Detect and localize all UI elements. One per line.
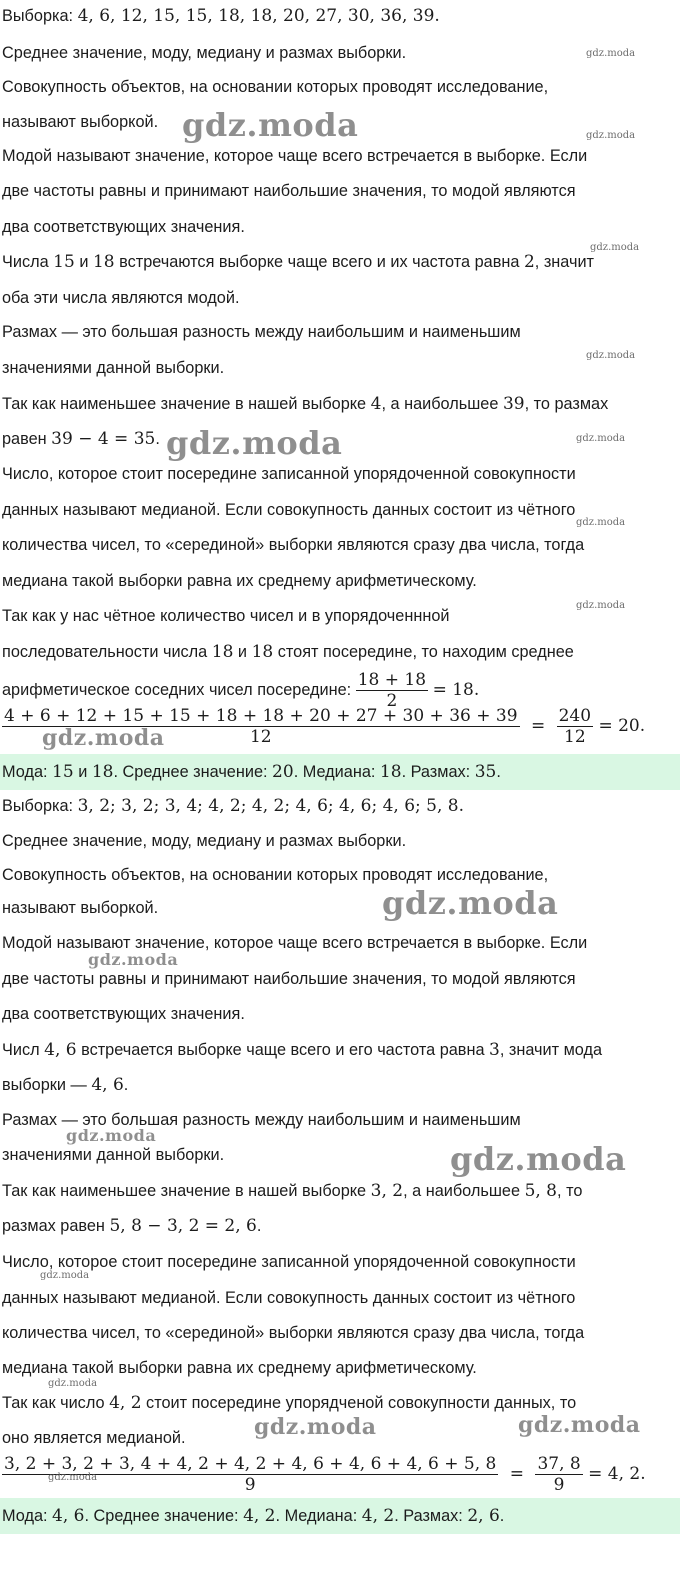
fraction-denominator: 12: [2, 726, 520, 747]
text-line: [2, 1323, 676, 1343]
text-run: медиана такой выборки равна их среднему арифметическому.: [2, 572, 477, 590]
math-value: 20: [272, 762, 294, 782]
median-text: арифметическое соседних чисел посередине:: [2, 681, 352, 699]
math-value: 18: [379, 762, 402, 782]
text-run: Числ: [2, 1041, 45, 1059]
text-line: [2, 1288, 676, 1308]
text-run: называют выборкой.: [2, 899, 159, 917]
fraction-denominator: 2: [356, 690, 428, 711]
text-line: [2, 865, 676, 885]
text-line: [2, 358, 676, 378]
answer-text: [2, 1506, 504, 1526]
text-run: Размах — это большая разность между наибольшим и наименьшим: [2, 1111, 521, 1129]
watermark-logo: gdz.moda: [166, 424, 343, 462]
watermark-small: gdz.moda: [576, 600, 626, 611]
text-run: .: [496, 763, 501, 781]
text-run: данных называют медианой. Если совокупность данных состоит из чётного: [2, 1289, 576, 1307]
mean-result: = 20.: [598, 716, 646, 736]
text-line: [2, 969, 676, 989]
text-run: Модой называют значение, которое чаще всего встречается в выборке. Если: [2, 934, 588, 952]
fraction-numerator: 240: [558, 706, 592, 726]
mean-formula: $\frac{4 + 6 + 12 + 15 + 15 + 18 + 18 + 20 + 27 + 30 + 36 + 39}{12}$ = $\frac{240}{12}$ = 20.: [4, 706, 646, 747]
text-run: Выборка:: [2, 797, 78, 815]
text-line: [2, 464, 676, 484]
text-run: называют выборкой.: [2, 113, 159, 131]
text-run: количества чисел, то «серединой» выборки являются сразу два числа, тогда: [2, 536, 585, 554]
text-line: [2, 6, 676, 26]
text-run: и: [233, 643, 252, 661]
watermark-logo: gdz.moda: [254, 1414, 377, 1440]
text-line: [2, 394, 676, 414]
fraction-denominator: 9: [535, 1474, 582, 1495]
fraction-numerator: 18 + 18: [357, 670, 427, 691]
text-run: равен: [2, 430, 52, 448]
median-result: = 18.: [432, 680, 480, 700]
text-run: . Медиана:: [275, 1507, 362, 1525]
math-value: 4, 2: [361, 1506, 395, 1526]
math-value: 18: [211, 642, 234, 662]
text-line: [2, 535, 676, 555]
math-value: 3, 2: [370, 1181, 404, 1201]
text-run: значениями данной выборки.: [2, 1146, 225, 1164]
text-run: Так как наименьшее значение в нашей выборке: [2, 395, 371, 413]
text-line: [2, 898, 676, 918]
text-run: , значит: [534, 253, 594, 271]
watermark-small: gdz.moda: [586, 350, 636, 361]
answer-text: [2, 762, 501, 782]
text-run: встречается выборке чаще всего и его частота равна: [76, 1041, 490, 1059]
text-run: Число, которое стоит посередине записанной упорядоченной совокупности: [2, 465, 576, 483]
text-run: Мода:: [2, 763, 53, 781]
text-run: Число, которое стоит посередине записанной упорядоченной совокупности: [2, 1253, 576, 1271]
text-line: [2, 606, 676, 626]
text-run: , а наибольшее: [381, 395, 503, 413]
watermark-small: gdz.moda: [590, 242, 640, 253]
text-run: Так как у нас чётное количество чисел и в упорядоченнной: [2, 607, 450, 625]
text-run: Так как число: [2, 1394, 110, 1412]
text-line: [2, 1358, 676, 1378]
watermark-small: gdz.moda: [40, 1270, 90, 1281]
text-run: Совокупность объектов, на основании которых проводят исследование,: [2, 78, 549, 96]
text-run: .: [123, 1076, 129, 1094]
math-value: 2, 6: [467, 1506, 500, 1526]
text-run: Мода:: [2, 1507, 53, 1525]
text-run: выборки —: [2, 1076, 92, 1094]
math-value: 3: [489, 1040, 500, 1060]
text-line: [2, 1216, 676, 1236]
text-line: [2, 217, 676, 237]
text-line: [2, 322, 676, 342]
text-line: [2, 642, 676, 662]
text-run: Размах — это большая разность между наибольшим и наименьшим: [2, 323, 521, 341]
math-value: 4, 2: [243, 1506, 276, 1526]
text-run: значениями данной выборки.: [2, 359, 225, 377]
text-run: две частоты равны и принимают наибольшие значения, то модой являются: [2, 182, 576, 200]
mean-fraction-simplified: [535, 1454, 582, 1495]
mean-fraction-simplified: [557, 706, 593, 747]
text-run: , а наибольшее: [403, 1182, 525, 1200]
text-run: , то: [557, 1182, 583, 1200]
fraction-denominator: 12: [557, 726, 593, 747]
text-run: Совокупность объектов, на основании которых проводят исследование,: [2, 866, 549, 884]
math-value: 18: [92, 252, 115, 272]
math-value: 4, 6: [52, 1506, 85, 1526]
text-run: Среднее значение, моду, медиану и размах выборки.: [2, 832, 407, 850]
math-value: 18: [251, 642, 274, 662]
watermark-small: gdz.moda: [576, 433, 626, 444]
text-line: [2, 252, 676, 272]
text-run: . Среднее значение:: [113, 763, 273, 781]
math-value: 15: [53, 252, 75, 272]
text-line: [2, 181, 676, 201]
fraction-numerator: 4 + 6 + 12 + 15 + 15 + 18 + 18 + 20 + 27 + 30 + 36 + 39: [4, 706, 518, 726]
text-run: , то размах: [524, 395, 609, 413]
watermark-logo: gdz.moda: [450, 1140, 627, 1178]
watermark-logo: gdz.moda: [182, 106, 359, 144]
text-line: [2, 1075, 676, 1095]
text-line: [2, 146, 676, 166]
math-value: 4, 2: [109, 1393, 142, 1413]
text-run: два соответствующих значения.: [2, 218, 245, 236]
watermark-small: gdz.moda: [48, 1472, 98, 1483]
text-run: . Среднее значение:: [84, 1507, 244, 1525]
text-line: [2, 77, 676, 97]
math-value: 5, 8: [524, 1181, 558, 1201]
text-line: [2, 831, 676, 851]
text-run: . Медиана:: [293, 763, 380, 781]
text-run: и: [73, 763, 92, 781]
text-run: Числа: [2, 253, 54, 271]
text-run: количества чисел, то «серединой» выборки являются сразу два числа, тогда: [2, 1324, 585, 1342]
text-run: .: [155, 430, 160, 448]
watermark-small: gdz.moda: [586, 48, 636, 59]
text-line: [2, 571, 676, 591]
text-run: встречаются выборке чаще всего и их частота равна: [114, 253, 524, 271]
watermark-small: gdz.moda: [48, 1378, 98, 1389]
text-run: стоит посередине упорядченой совокупности данных, то: [141, 1394, 577, 1412]
math-value: 4, 6, 12, 15, 15, 18, 18, 20, 27, 30, 36, 39.: [77, 6, 440, 26]
text-run: Среднее значение, моду, медиану и размах выборки.: [2, 44, 407, 62]
text-run: Так как наименьшее значение в нашей выборке: [2, 1182, 371, 1200]
math-value: 5, 8 − 3, 2 = 2, 6: [109, 1216, 257, 1236]
text-line: [2, 1040, 676, 1060]
answer-box: [0, 1498, 680, 1534]
math-value: 15: [52, 762, 74, 782]
answer-box: [0, 754, 680, 790]
text-run: медиана такой выборки равна их среднему арифметическому.: [2, 1359, 477, 1377]
mean-formula: $\frac{3, 2 + 3, 2 + 3, 4 + 4, 2 + 4, 2 + 4, 6 + 4, 6 + 4, 6 + 5, 8}{9}$ = $\frac{37, 8}{9}$ = 4, 2.: [4, 1454, 646, 1495]
text-run: и: [74, 253, 93, 271]
text-run: стоят посередине, то находим среднее: [273, 643, 574, 661]
text-line: [2, 1181, 676, 1201]
watermark-logo: gdz.moda: [66, 1126, 157, 1145]
watermark-logo: gdz.moda: [88, 950, 179, 969]
mean-result: = 4, 2.: [588, 1464, 646, 1484]
text-run: два соответствующих значения.: [2, 1005, 245, 1023]
text-run: две частоты равны и принимают наибольшие значения, то модой являются: [2, 970, 576, 988]
math-value: 3, 2; 3, 2; 3, 4; 4, 2; 4, 2; 4, 6; 4, 6; 4, 6; 5, 8.: [77, 796, 465, 816]
text-run: , значит мода: [499, 1041, 603, 1059]
text-line: [2, 43, 676, 63]
fraction-numerator: 37, 8: [537, 1454, 581, 1474]
math-value: 18: [91, 762, 114, 782]
text-run: .: [256, 1217, 262, 1235]
text-run: Выборка:: [2, 7, 78, 25]
text-line: [2, 500, 676, 520]
math-value: 2: [523, 252, 535, 272]
text-line: [2, 1004, 676, 1024]
watermark-small: gdz.moda: [576, 517, 626, 528]
text-run: данных называют медианой. Если совокупность данных состоит из чётного: [2, 501, 576, 519]
text-run: последовательности числа: [2, 643, 212, 661]
text-run: оно является медианой.: [2, 1429, 186, 1447]
text-run: оба эти числа являются модой.: [2, 289, 240, 307]
watermark-logo: gdz.moda: [42, 725, 165, 751]
text-line: [2, 796, 676, 816]
watermark-small: gdz.moda: [586, 130, 636, 141]
fraction-numerator: 3, 2 + 3, 2 + 3, 4 + 4, 2 + 4, 2 + 4, 6 + 4, 6 + 4, 6 + 5, 8: [4, 1454, 497, 1474]
math-value: 39: [502, 394, 525, 414]
text-run: . Размах:: [401, 763, 475, 781]
text-run: размах равен: [2, 1217, 110, 1235]
text-line: [2, 1252, 676, 1272]
text-run: Модой называют значение, которое чаще всего встречается в выборке. Если: [2, 147, 588, 165]
fraction-denominator: 9: [2, 1474, 498, 1495]
text-run: . Размах:: [394, 1507, 468, 1525]
math-value: 39 − 4 = 35: [51, 429, 156, 449]
math-value: 35: [474, 762, 497, 782]
text-line: [2, 1393, 676, 1413]
math-value: 4, 6: [91, 1075, 124, 1095]
watermark-logo: gdz.moda: [518, 1412, 641, 1438]
math-value: 4, 6: [44, 1040, 77, 1060]
text-line: [2, 288, 676, 308]
text-run: .: [499, 1507, 505, 1525]
watermark-logo: gdz.moda: [382, 884, 559, 922]
math-value: 4: [370, 394, 382, 414]
